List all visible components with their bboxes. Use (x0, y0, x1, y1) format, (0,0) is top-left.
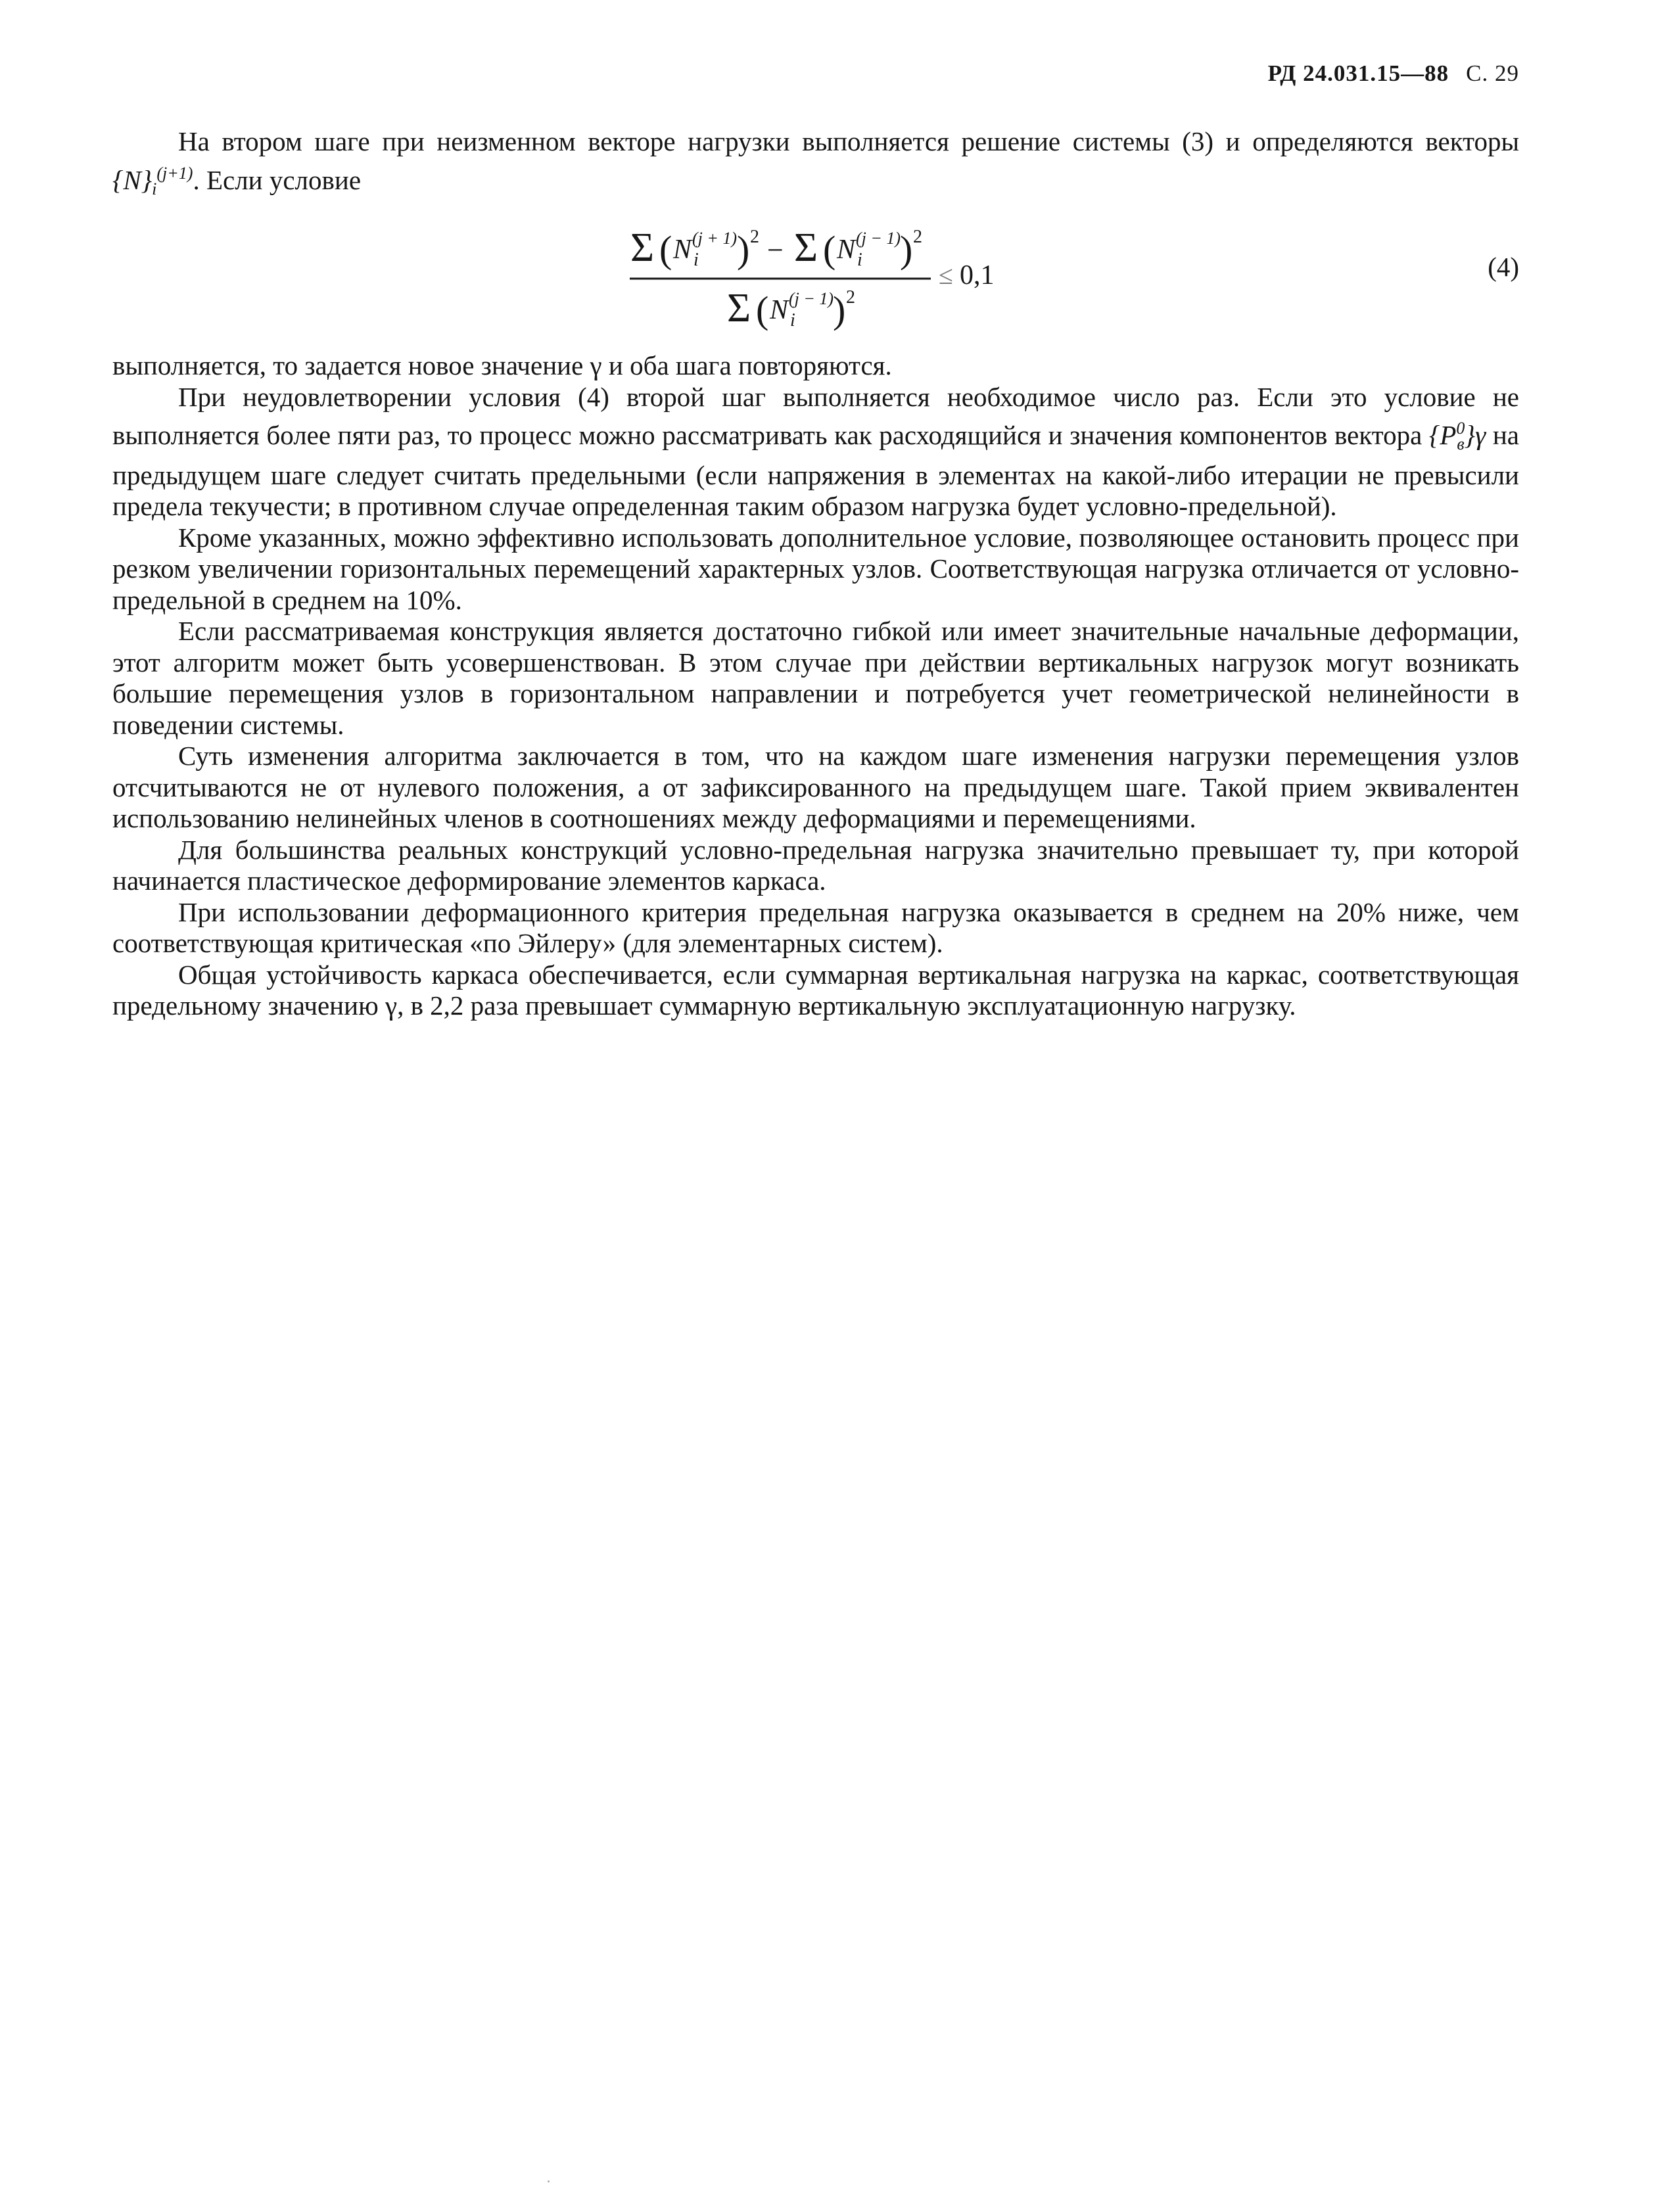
subscript-i: i (790, 310, 795, 331)
paren-open: ( (659, 228, 672, 271)
superscript-j-minus: (j − 1) (789, 289, 834, 308)
document-code: РД 24.031.15—88 (1267, 60, 1449, 86)
vector-p: $\{P^0_в\}\gamma$ (1428, 419, 1486, 453)
scan-speck (548, 2180, 550, 2182)
page-body (112, 126, 1519, 1022)
minus-sign: − (767, 234, 784, 266)
paragraph-1: На втором шаге при неизменном векторе нагрузки выполняется решение системы (3) и определяются векторы $\{N\}_i^{(j+1)}$. Если условие (112, 126, 1519, 198)
paren-close: ) (900, 228, 913, 271)
symbol-n: N (837, 235, 856, 265)
superscript-j-plus: (j + 1) (692, 229, 738, 248)
paragraph-9: Общая устойчивость каркаса обеспечивается, если суммарная вертикальная нагрузка на каркас, соответствующая предельному значению γ, в 2,2 раза превышает суммарную вертикальную эксплуатационную нагрузку. (112, 959, 1519, 1021)
equation-number: (4) (1488, 252, 1519, 282)
paragraph-6: Суть изменения алгоритма заключается в том, что на каждом шаге изменения нагрузки перемещения узлов отсчитываются не от нулевого положения, а от зафиксированного на предыдущем шаге. Такой прием эквивалентен использованию нелинейных членов в соотношениях между деформациями и перемещениями. (112, 741, 1519, 833)
paragraph-4: Кроме указанных, можно эффективно использовать дополнительное условие, позволяющее остановить процесс при резком увеличении горизонтальных перемещений характерных узлов. Соответствующая нагрузка отличается от условно-предельной в среднем на 10%. (112, 522, 1519, 615)
symbol-n: N (673, 235, 692, 265)
subscript-i: i (857, 250, 862, 270)
paragraph-8: При использовании деформационного критерия предельная нагрузка оказывается в среднем на 20% ниже, чем соответствующая критическая «по Эйлеру» (для элементарных систем). (112, 896, 1519, 958)
paren-open: ( (756, 288, 769, 331)
sum-symbol: Σ (630, 225, 655, 270)
exponent: 2 (750, 227, 759, 247)
vector-n: $\{N\}_i^{(j+1)}$ (112, 163, 193, 198)
symbol-n: N (770, 295, 789, 325)
paren-open: ( (823, 228, 836, 271)
less-or-equal-sign: ≤ (939, 260, 953, 290)
paren-close: ) (737, 228, 750, 271)
exponent: 2 (846, 287, 855, 308)
threshold-value: 0,1 (960, 260, 995, 290)
paragraph-2: выполняется, то задается новое значение γ и оба шага повторяются. (112, 350, 892, 380)
paragraph-3: При неудовлетворении условия (4) второй шаг выполняется необходимое число раз. Если это условие не выполняется более пяти раз, то процесс можно рассматривать как расходящийся и значения компонентов вектора $\{P^0_в\}\gamma$ на предыдущем шаге следует считать предельными (если напряжения в элементах на какой-либо итерации не превысили предела текучести; в противном случае определенная таким образом нагрузка будет условно-предельной). (112, 381, 1520, 521)
sum-symbol: Σ (794, 225, 818, 270)
page-number: С. 29 (1466, 60, 1519, 86)
exponent: 2 (913, 227, 922, 247)
formula-4-svg (112, 204, 1519, 350)
paragraph-7: Для большинства реальных конструкций условно-предельная нагрузка значительно превышает ту, при которой начинается пластическое деформирование элементов каркаса. (112, 834, 1519, 896)
paragraph-5: Если рассматриваемая конструкция является достаточно гибкой или имеет значительные начальные деформации, этот алгоритм может быть усовершенствован. В этом случае при действии вертикальных нагрузок могут возникать большие перемещения узлов в горизонтальном направлении и потребуется учет геометрической нелинейности в поведении системы. (112, 616, 1519, 740)
superscript-j-minus: (j − 1) (856, 229, 901, 248)
formula-4 (112, 204, 1519, 350)
subscript-i: i (693, 250, 699, 270)
paren-close: ) (833, 288, 846, 331)
page-header (1268, 60, 1519, 87)
sum-symbol: Σ (727, 286, 751, 331)
